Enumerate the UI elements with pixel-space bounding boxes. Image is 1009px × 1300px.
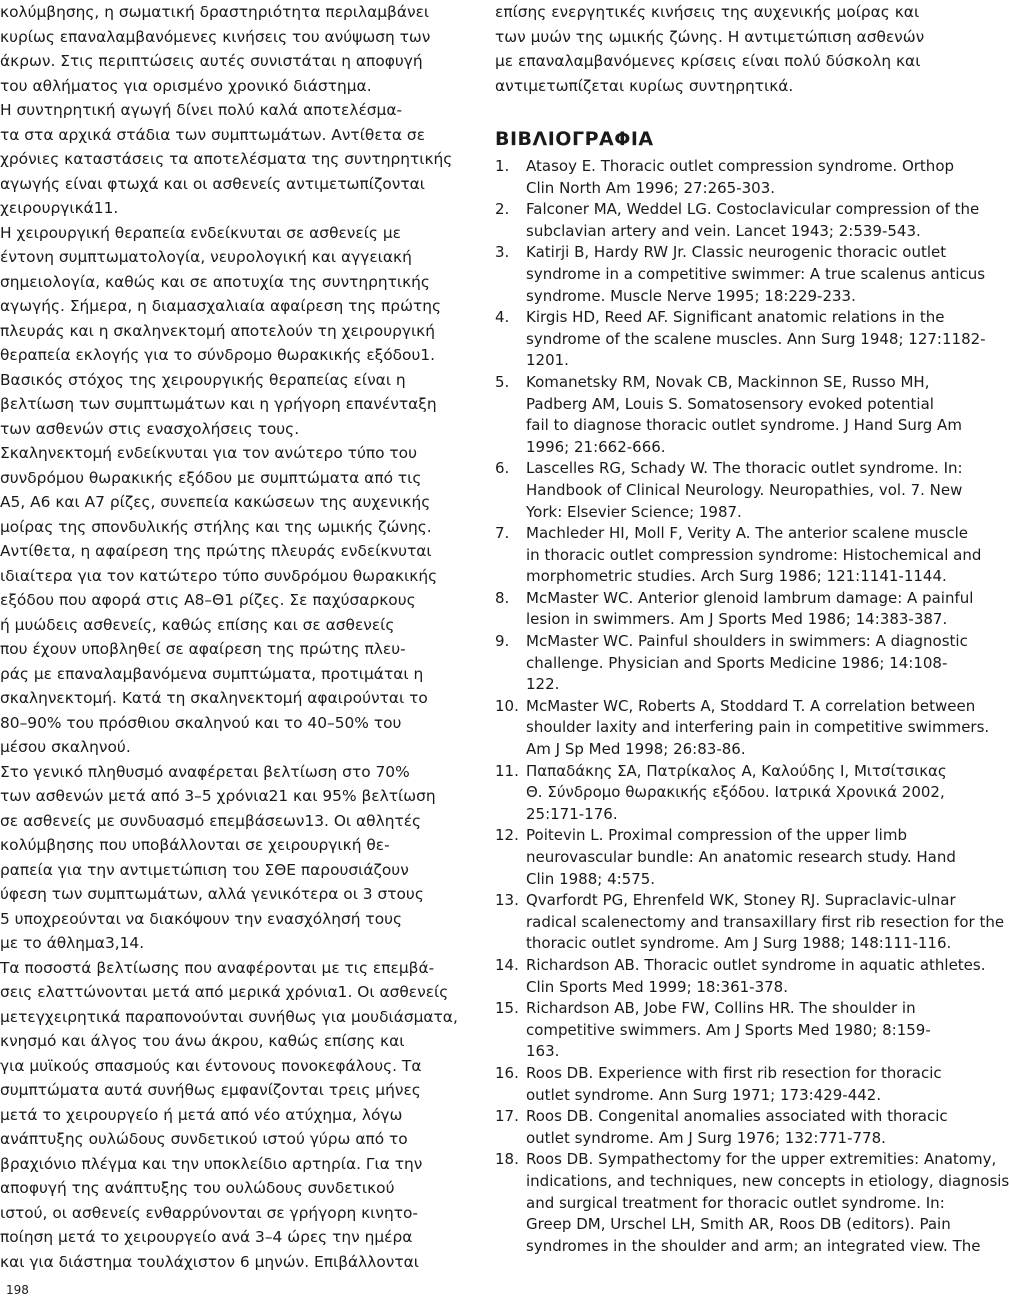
reference-text: Handbook of Clinical Neurology. Neuropathies, vol. 7. New: [526, 480, 963, 499]
text-line: τα στα αρχικά στάδια των συμπτωμάτων. Αντίθετα σε: [0, 125, 426, 144]
references-heading: ΒΙΒΛΙΟΓΡΑΦΙΑ: [495, 128, 654, 150]
reference-number: 13.: [495, 891, 519, 910]
reference-text: competitive swimmers. Am J Sports Med 1980; 8:159-: [526, 1020, 931, 1039]
reference-line: [495, 1214, 957, 1236]
reference-text: 25:171-176.: [526, 804, 618, 823]
text-line: ιδιαίτερα για τον κατώτερο τύπο συνδρόμου θωρακικής: [0, 566, 438, 585]
left-column: [0, 0, 470, 1270]
text-line: κνησμό και άλγος του άνω άκρου, καθώς επίσης και: [0, 1032, 405, 1050]
reference-item: [495, 1106, 957, 1149]
reference-number: 1.: [495, 157, 510, 175]
reference-number: 18.: [495, 1150, 519, 1169]
text-line: συνδρόμου θωρακικής εξόδου με συμπτώματα από τις: [0, 468, 422, 487]
text-line: Στο γενικό πληθυσμό αναφέρεται βελτίωση στο 70%: [0, 762, 410, 781]
text-line: μέσου σκαληνού.: [0, 738, 131, 756]
reference-line: [495, 717, 990, 739]
reference-text: 1201.: [526, 351, 569, 370]
text-line: για μυϊκούς σπασμούς και έντονους πονοκεφάλους. Τα: [0, 1056, 422, 1075]
reference-text: Clin 1988; 4:575.: [526, 869, 656, 888]
reference-line: [495, 329, 986, 351]
reference-text: McMaster WC. Painful shoulders in swimmers: A diagnostic: [526, 632, 968, 651]
reference-text: Roos DB. Congenital anomalies associated with thoracic: [526, 1107, 948, 1126]
reference-text: Komanetsky RM, Novak CB, Mackinnon SE, Russo MH,: [526, 372, 930, 391]
text-line: ραπεία για την αντιμετώπιση του ΣΘΕ παρουσιάζουν: [0, 860, 409, 879]
reference-item: [495, 955, 986, 998]
reference-line: [495, 933, 957, 955]
text-line: άκρων. Στις περιπτώσεις αυτές συνιστάται η αποφυγή: [0, 52, 423, 70]
reference-line: [495, 761, 957, 783]
reference-text: York: Elsevier Science; 1987.: [526, 502, 742, 521]
reference-text: Clin Sports Med 1999; 18:361-378.: [526, 977, 788, 996]
reference-line: [495, 804, 957, 826]
reference-number: 5.: [495, 372, 510, 391]
reference-line: [495, 480, 963, 502]
reference-text: 163.: [526, 1042, 560, 1061]
text-line: ή μυώδεις ασθενείς, καθώς επίσης και σε ασθενείς: [0, 615, 395, 634]
reference-line: [495, 1020, 957, 1042]
reference-text: Richardson AB, Jobe FW, Collins HR. The shoulder in: [526, 999, 916, 1018]
reference-text: Padberg AM, Louis S. Somatosensory evoked potential: [526, 394, 934, 413]
text-line: κυρίως επαναλαμβανόμενες κινήσεις του ανύψωση των: [0, 27, 431, 46]
reference-text: Machleder HI, Moll F, Verity A. The anterior scalene muscle: [526, 524, 968, 543]
reference-line: [495, 523, 968, 545]
text-line: του αθλήματος για ορισμένο χρονικό διάστημα.: [0, 76, 372, 95]
reference-line: [495, 156, 957, 178]
reference-number: 15.: [495, 999, 519, 1018]
reference-item: [495, 998, 957, 1063]
text-line: έντονη συμπτωματολογία, νευρολογική και αγγειακή: [0, 248, 412, 266]
reference-line: [495, 458, 963, 480]
text-line: σεις ελαττώνονται μετά από μερικά χρόνια1. Οι ασθενείς: [0, 983, 449, 1001]
reference-number: 9.: [495, 632, 510, 651]
reference-item: [495, 458, 963, 523]
text-line: Αντίθετα, η αφαίρεση της πρώτης πλευράς ενδείκνυται: [0, 542, 432, 560]
text-line: μοίρας της σπονδυλικής στήλης και της ωμικής ζώνης.: [0, 517, 432, 536]
reference-text: 1996; 21:662-666.: [526, 437, 666, 456]
text-line: αγωγής. Σήμερα, η διαμασχαλιαία αφαίρεση της πρώτης: [0, 297, 442, 315]
reference-text: Clin North Am 1996; 27:265-303.: [526, 178, 776, 197]
text-line: Τα ποσοστά βελτίωσης που αναφέρονται με τις επεμβά-: [0, 958, 435, 977]
reference-line: [495, 869, 957, 891]
reference-number: 14.: [495, 955, 519, 974]
reference-line: [495, 912, 1005, 934]
reference-item: [495, 307, 986, 372]
reference-line: [495, 1149, 997, 1171]
reference-line: [495, 977, 957, 999]
reference-line: [495, 825, 957, 847]
reference-line: [495, 1236, 981, 1258]
reference-text: Atasoy E. Thoracic outlet compression syndrome. Orthop: [526, 157, 955, 175]
reference-text: outlet syndrome. Am J Surg 1976; 132:771-778.: [526, 1128, 886, 1147]
text-line: κολύμβησης που υποβάλλονται σε χειρουργική θε-: [0, 836, 390, 854]
reference-text: fail to diagnose thoracic outlet syndrome. J Hand Surg Am: [526, 416, 962, 435]
reference-number: 11.: [495, 761, 519, 780]
reference-line: [495, 178, 957, 200]
reference-line: [495, 782, 957, 804]
reference-line: [495, 394, 957, 416]
references-list: [495, 156, 1009, 1257]
text-line: σημειολογία, καθώς και σε αποτυχία της συντηρητικής: [0, 272, 430, 291]
text-line: κολύμβησης, η σωματική δραστηριότητα περιλαμβάνει: [0, 3, 430, 21]
reference-item: [495, 199, 980, 242]
reference-line: [495, 502, 957, 524]
reference-item: [495, 1149, 1009, 1257]
text-line: ράς με επαναλαμβανόμενα συμπτώματα, προτιμάται η: [0, 664, 424, 683]
text-line: Η συντηρητική αγωγή δίνει πολύ καλά αποτελέσμα-: [0, 101, 403, 119]
reference-line: [495, 415, 962, 437]
text-line: των μυών της ωμικής ζώνης. Η αντιμετώπιση ασθενών: [495, 27, 925, 46]
text-line: ποίηση μετά το χειρουργείο ανά 3–4 ώρες την ημέρα: [0, 1228, 413, 1246]
reference-text: morphometric studies. Arch Surg 1986; 121:1141-1144.: [526, 567, 947, 586]
text-line: επίσης ενεργητικές κινήσεις της αυχενικής μοίρας και: [495, 3, 920, 21]
text-line: με το άθλημα3,14.: [0, 934, 145, 952]
text-line: χειρουργικά11.: [0, 199, 119, 217]
reference-line: [495, 1193, 957, 1215]
reference-text: syndrome. Muscle Nerve 1995; 18:229-233.: [526, 286, 856, 305]
reference-text: syndrome of the scalene muscles. Ann Surg 1948; 127:1182-: [526, 329, 986, 348]
body-text: [0, 0, 470, 1274]
text-line: αγωγής είναι φτωχά και οι ασθενείς αντιμετωπίζονται: [0, 174, 426, 193]
reference-text: and surgical treatment for thoracic outlet syndrome. In:: [526, 1193, 945, 1212]
reference-text: Greep DM, Urschel LH, Smith AR, Roos DB (editors). Pain: [526, 1215, 951, 1234]
body-text-continued: [495, 0, 957, 98]
reference-item: [495, 825, 957, 890]
reference-item: [495, 588, 974, 631]
text-line: που έχουν υποβληθεί σε αφαίρεση της πρώτης πλευ-: [0, 640, 406, 658]
reference-line: [495, 653, 957, 675]
text-line: θεραπεία εκλογής για το σύνδρομο θωρακικής εξόδου1.: [0, 346, 436, 364]
reference-text: outlet syndrome. Ann Surg 1971; 173:429-442.: [526, 1085, 882, 1104]
reference-line: [495, 847, 957, 869]
reference-line: [495, 286, 957, 308]
reference-line: [495, 264, 986, 286]
reference-text: subclavian artery and vein. Lancet 1943; 2:539-543.: [526, 221, 921, 240]
text-line: σκαληνεκτομή. Κατά τη σκαληνεκτομή αφαιρούνται το: [0, 689, 428, 707]
reference-line: [495, 242, 957, 264]
reference-text: Falconer MA, Weddel LG. Costoclavicular compression of the: [526, 200, 980, 219]
reference-number: 8.: [495, 588, 510, 607]
reference-number: 4.: [495, 308, 510, 327]
reference-number: 3.: [495, 243, 510, 262]
text-line: και για διάστημα τουλάχιστον 6 μηνών. Επιβάλλονται: [0, 1252, 420, 1271]
reference-text: Poitevin L. Proximal compression of the upper limb: [526, 826, 907, 845]
reference-line: [495, 350, 957, 372]
text-line: Βασικός στόχος της χειρουργικής θεραπείας είναι η: [0, 370, 406, 389]
reference-number: 12.: [495, 826, 519, 845]
reference-text: neurovascular bundle: An anatomic research study. Hand: [526, 848, 956, 866]
text-line: αντιμετωπίζεται κυρίως συντηρητικά.: [495, 76, 794, 95]
reference-text: McMaster WC. Anterior glenoid lambrum damage: A painful: [526, 588, 974, 607]
reference-line: [495, 199, 980, 221]
reference-number: 6.: [495, 459, 510, 478]
reference-text: lesion in swimmers. Am J Sports Med 1986; 14:383-387.: [526, 610, 948, 629]
reference-item: [495, 242, 986, 307]
reference-item: [495, 631, 968, 696]
text-line: 80–90% του πρόσθιου σκαληνού και το 40–50% του: [0, 713, 402, 732]
reference-item: [495, 156, 957, 199]
reference-line: [495, 221, 957, 243]
reference-text: Kirgis HD, Reed AF. Significant anatomic relations in the: [526, 308, 945, 327]
reference-number: 16.: [495, 1063, 519, 1082]
reference-text: radical scalenectomy and transaxillary first rib resection for the: [526, 912, 1005, 931]
reference-line: [495, 739, 957, 761]
reference-line: [495, 1085, 957, 1107]
right-column: [495, 0, 1009, 1280]
text-line: αποφυγή της ανάπτυξης του ουλώδους συνδετικού: [0, 1179, 395, 1197]
reference-line: [495, 545, 982, 567]
text-line: ανάπτυξης ουλώδους συνδετικού ιστού γύρω από το: [0, 1130, 408, 1148]
reference-line: [495, 307, 957, 329]
reference-number: 10.: [495, 696, 519, 715]
reference-line: [495, 588, 974, 610]
reference-item: [495, 1063, 957, 1106]
reference-line: [495, 998, 957, 1020]
reference-line: [495, 372, 957, 394]
text-line: σε ασθενείς με συνδυασμό επεμβάσεων13. Οι αθλητές: [0, 811, 422, 830]
reference-text: Am J Sp Med 1998; 26:83-86.: [526, 740, 746, 759]
reference-line: [495, 1128, 957, 1150]
reference-text: Richardson AB. Thoracic outlet syndrome in aquatic athletes.: [526, 955, 986, 974]
reference-text: syndromes in the shoulder and arm; an integrated view. The: [526, 1236, 981, 1255]
text-line: ύφεση των συμπτωμάτων, αλλά γενικότερα οι 3 στους: [0, 885, 424, 903]
reference-item: [495, 890, 1005, 955]
reference-line: [495, 1041, 957, 1063]
text-line: των ασθενών στις ενασχολήσεις τους.: [0, 419, 300, 438]
reference-text: Katirji B, Hardy RW Jr. Classic neurogenic thoracic outlet: [526, 243, 947, 262]
text-line: Σκαληνεκτομή ενδείκνυται για τον ανώτερο τύπο του: [0, 444, 418, 462]
reference-text: McMaster WC, Roberts A, Stoddard T. A correlation between: [526, 696, 976, 715]
reference-number: 2.: [495, 200, 510, 219]
reference-line: [495, 1106, 957, 1128]
reference-line: [495, 674, 957, 696]
reference-text: challenge. Physician and Sports Medicine 1986; 14:108-: [526, 653, 948, 672]
reference-line: [495, 631, 968, 653]
text-line: εξόδου που αφορά στις Α8–Θ1 ρίζες. Σε παχύσαρκους: [0, 591, 416, 609]
text-line: των ασθενών μετά από 3–5 χρόνια21 και 95% βελτίωση: [0, 787, 436, 805]
text-line: μετά το χειρουργείο ή μετά από νέο ατύχημα, λόγω: [0, 1105, 403, 1124]
reference-line: [495, 955, 986, 977]
reference-text: indications, and techniques, new concepts in etiology, diagnosis: [526, 1171, 1009, 1190]
reference-line: [495, 1171, 1009, 1193]
text-line: βελτίωση των συμπτωμάτων και η γρήγορη επανένταξη: [0, 395, 437, 413]
text-line: με επαναλαμβανόμενες κρίσεις είναι πολύ δύσκολη και: [495, 52, 921, 70]
text-line: πλευράς και η σκαληνεκτομή αποτελούν τη χειρουργική: [0, 321, 436, 340]
reference-item: [495, 372, 962, 458]
reference-text: Lascelles RG, Schady W. The thoracic outlet syndrome. In:: [526, 459, 963, 478]
reference-text: thoracic outlet syndrome. Am J Surg 1988; 148:111-116.: [526, 934, 952, 953]
reference-text: Qvarfordt PG, Ehrenfeld WK, Stoney RJ. Supraclavic-ulnar: [526, 891, 956, 910]
reference-text: in thoracic outlet compression syndrome: Histochemical and: [526, 545, 982, 564]
reference-item: [495, 696, 990, 761]
reference-text: Θ. Σύνδρομο θωρακικής εξόδου. Ιατρικά Χρονικά 2002,: [526, 783, 945, 802]
reference-line: [495, 437, 957, 459]
reference-item: [495, 523, 982, 588]
text-line: Α5, Α6 και Α7 ρίζες, συνεπεία κακώσεων της αυχενικής: [0, 493, 431, 511]
text-line: Η χειρουργική θεραπεία ενδείκνυται σε ασθενείς με: [0, 223, 401, 242]
reference-line: [495, 696, 976, 718]
reference-number: 17.: [495, 1107, 519, 1126]
reference-text: syndrome in a competitive swimmer: A true scalenus anticus: [526, 264, 986, 283]
reference-text: Παπαδάκης ΣΑ, Πατρίκαλος Α, Καλούδης Ι, Μιτσίτσικας: [526, 761, 947, 780]
reference-text: Roos DB. Experience with first rib resection for thoracic: [526, 1063, 942, 1082]
reference-text: 122.: [526, 675, 560, 694]
page-number: 198: [6, 1283, 29, 1297]
reference-number: 7.: [495, 524, 510, 543]
text-line: 5 υποχρεούνται να διακόψουν την ενασχόλησή τους: [0, 909, 403, 928]
text-line: συμπτώματα αυτά συνήθως εμφανίζονται τρεις μήνες: [0, 1081, 421, 1099]
reference-text: Roos DB. Sympathectomy for the upper extremities: Anatomy,: [526, 1150, 997, 1169]
reference-item: [495, 761, 957, 826]
reference-line: [495, 566, 957, 588]
reference-text: shoulder laxity and interfering pain in competitive swimmers.: [526, 718, 990, 737]
text-line: χρόνιες καταστάσεις τα αποτελέσματα της συντηρητικής: [0, 150, 453, 168]
text-line: μετεγχειρητικά παραπονούνται συνήθως για μουδιάσματα,: [0, 1007, 458, 1026]
text-line: ιστού, οι ασθενείς ενθαρρύνονται σε γρήγορη κινητο-: [0, 1203, 418, 1222]
text-line: βραχιόνιο πλέγμα και την υποκλείδιο αρτηρία. Για την: [0, 1154, 423, 1173]
reference-line: [495, 1063, 957, 1085]
reference-line: [495, 890, 957, 912]
reference-line: [495, 609, 957, 631]
